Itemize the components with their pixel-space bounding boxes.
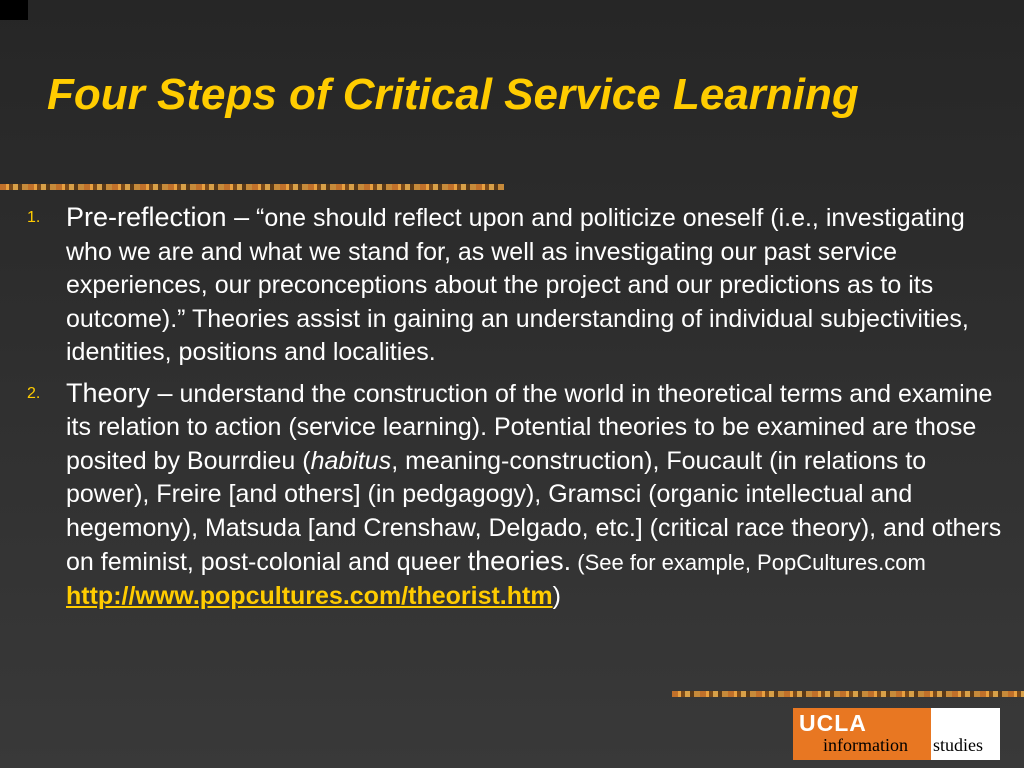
see-example-text: (See for example, PopCultures.com <box>571 550 926 575</box>
logo-studies-text: studies <box>933 735 984 755</box>
italic-term: habitus <box>310 446 392 475</box>
logo-ucla-text: UCLA <box>799 710 867 736</box>
step-term: Theory – <box>66 377 173 408</box>
decorative-stripe-top <box>0 184 504 190</box>
closing-paren: ) <box>552 581 561 610</box>
step-term: Pre-reflection – <box>66 202 250 232</box>
list-number: 2. <box>27 384 41 402</box>
corner-mark <box>0 0 28 20</box>
theories-word: theories. <box>467 546 572 576</box>
decorative-stripe-bottom <box>672 691 1024 697</box>
logo-white-block <box>931 708 1000 760</box>
steps-list <box>27 201 1007 620</box>
popcultures-link[interactable]: http://www.popcultures.com/theorist.htm <box>66 581 553 610</box>
step-text-continued: , meaning-construction), Foucault (in relations to power), Freire [and others] (in pedgagogy), Gramsci (organic intellectual and hegemony), Matsuda [and Crenshaw, Delgado, etc.] (critical race theory), and others on feminist, post-colonial and queer <box>66 446 1002 576</box>
logo-information-text: information <box>823 735 908 755</box>
logo-orange-block <box>793 708 931 760</box>
list-number: 1. <box>27 209 41 226</box>
slide-title: Four Steps of Critical Service Learning <box>47 70 859 119</box>
list-item <box>27 201 1007 370</box>
step-text: understand the construction of the world in theoretical terms and examine its relation to action (service learning). Potential theories to be examined are those posited by Bourrdieu ( <box>66 379 993 475</box>
step-text: “one should reflect upon and politicize oneself (i.e., investigating who we are and what we stand for, as well as investigating our past service experiences, our preconceptions about the project and our predictions as to its outcome).” Theories assist in gaining an understanding of individual subjectivities, identities, positions and localities. <box>66 204 969 366</box>
ucla-information-studies-logo <box>793 708 1000 760</box>
list-item <box>27 377 1007 614</box>
